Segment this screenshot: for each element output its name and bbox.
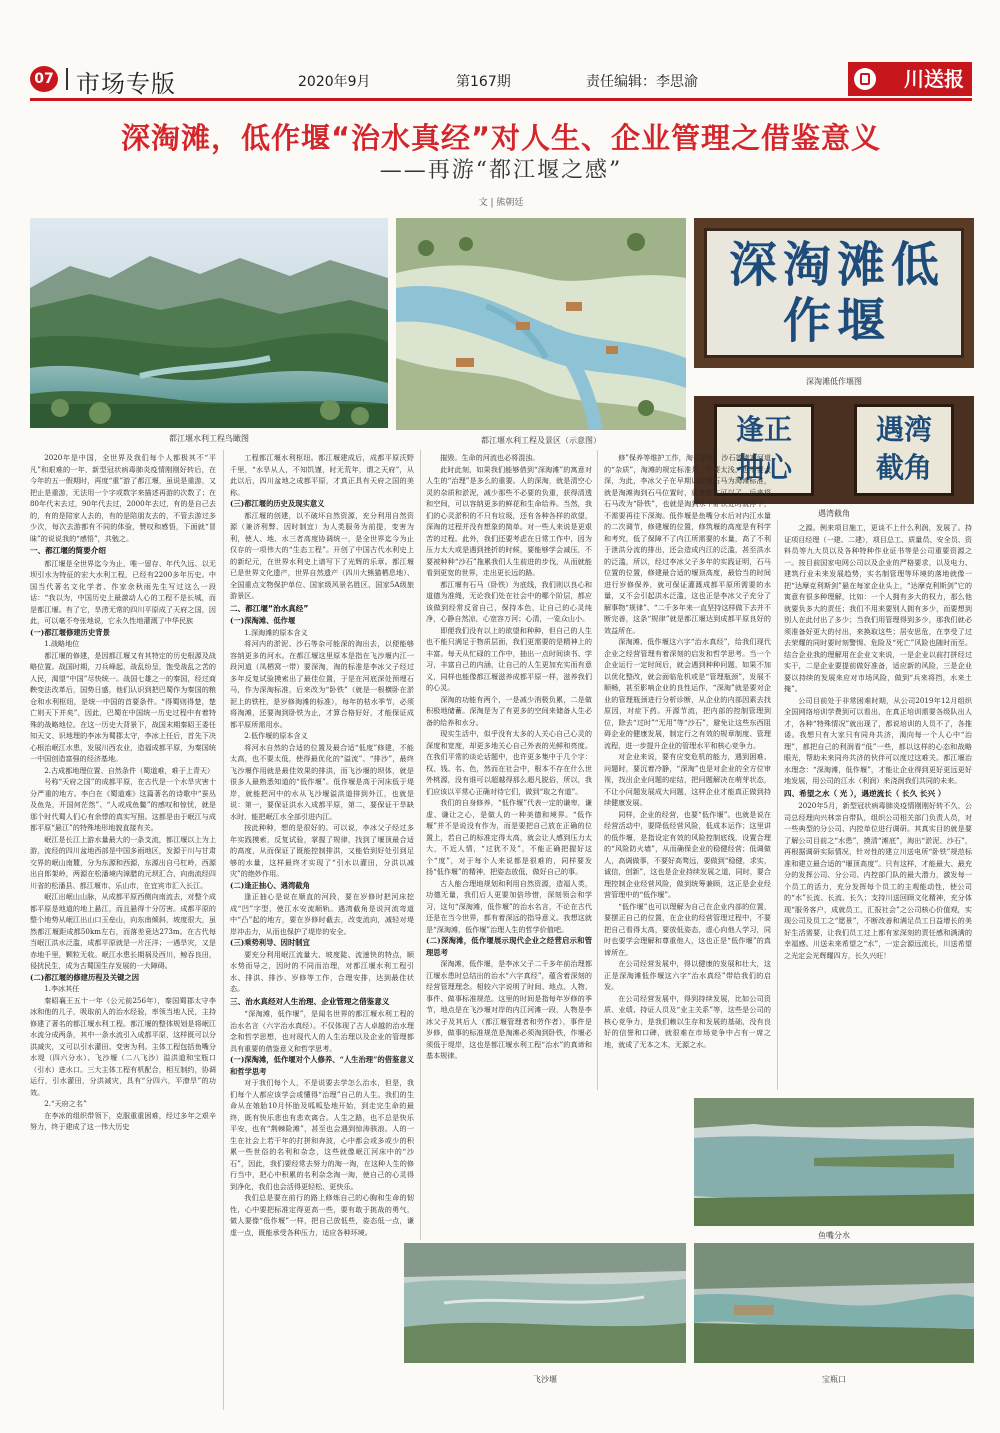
fish-mouth-illustration bbox=[694, 1098, 974, 1226]
paragraph: 按此种种，想的是很好的。可以说，李冰父子经过多年实践摸索，反复试验，掌握了规律，找到了堰顶最合适的高度，从而保证了既能控制排洪，又能恰到好处引到足够的水量，这样最终才实现了“引水以灌田，分洪以减灾”的绝妙作用。 bbox=[230, 823, 414, 878]
page-header bbox=[30, 62, 972, 96]
paragraph: 我们的自身修养，“低作堰”代表一定的谦卑，谦虚、谦让之心，是做人的一种美德和境界。“低作堰”并不是说没有作为，而是要把自己放在正确的位置上，若自己的标准定得太高，就会让人感到压力太大，不近人情，“过犹不及”，不能正确把握好这个“度”，对于每个人来说都是很难的，同样要发扬“低作堰”的精神，把姿态放低，做好自己的事。 bbox=[426, 798, 592, 876]
section-heading: 二、都江堰“治水真经” bbox=[230, 603, 309, 613]
paragraph: 2020年5月，新型冠状病毒肺炎疫情刚刚好转不久，公司总经理向兴林亲自带队，组织公司相关部门负责人员，对一些典型的分公司、内控单位进行调研。其真实目的就是要了解公司目前之“水患”，摸清“滩底”，淘出“淤泥、沙石”，再根据调研实际情况，针对性的建立川送电所“卧铁”规范标准和建立最合适的“堰顶高度”。只有这样，才能最大、最充分的发挥公司、分公司、内控部门队的最大潜力，激发每一个员工的活力，充分发挥每个员工的主观能动性，使公司的“水”长流、长流、长久；支持川送回顾文化精神，充分体现“服务客户，成就员工，汇报社会”之公司核心价值观，实现公司及员工之“愿景”，不断改善和满足员工日益增长的美好生活需要，让我们员工过上都有家深刻的责任感和满满的幸福感。川送未来希望之“水”，一定会源远流长，川送希望之光定会光辉耀四方，长久兴旺！ bbox=[784, 801, 972, 960]
paragraph: 现实生活中，似乎没有太多的人关心自己心灵的深度和宽度，却更多地关心自己外表的光鲜和亮度。在我们平常的谈论话题中，也许更多集中于几个字：权、钱、名、色，然而在社会中，根本不存在什么世外桃源，没有谁可以超越得那么超凡脱俗，所以，我们应该以平常心正确对待它们，做到“取之有道”。 bbox=[426, 729, 592, 796]
paragraph: 此时此刻，如果我们能够借到“深淘滩”的寓意对人生的“治理”是多么的重要。人的深淘，就是清空心灵的杂质和淤泥，减少那些不必要的负重，获得清透和空间，可以容纳更多的鲜花和生命给养。当然，我们的心灵淤积的不只有垃圾，还有各种各样的欲望，深淘的过程并没有想象的简单。对一些人来说是更艰苦的过程。此外，我们还要考虑在日常工作中，因为压力太大或是遇到挫折的时候，要能够学会减压，不要被种种“沙石”拖累我们人生前进的步伐，从而就能看到更宽的世界，走出更长远的路。 bbox=[426, 464, 592, 577]
column-divider bbox=[597, 450, 598, 1090]
paragraph: 都江堰是全世界迄今为止，唯一留存、年代久远、以无坝引水为特征的宏大水利工程，已经有2200多年历史。中国当代著名文化学者、作家余秋雨先生写过这么一段话：“我以为，中国历史上最激动人心的工程不是长城，而是都江堰。有了它，旱涝无常的四川平原成了天府之国，因此，可以毫不夸张地说，它永久性地灌溉了中华民族 bbox=[30, 558, 216, 625]
feisha-caption: 飞沙堰 bbox=[533, 1375, 557, 1384]
stele-right: 遇湾截角 bbox=[854, 404, 954, 496]
article-column-2 bbox=[230, 452, 414, 1416]
paragraph: 岷江是长江上游水量最大的一条支流，都江堰以上为上游，流经的四川盆地西部是中国多雨地区，发源于川与甘肃交界的岷山南麓，分为东源和西源，东源出自弓杠岭，西源出自郎架岭，两源在松潘境内漳腊的元坝汇合，向南流经四川省的松潘县、都江堰市、乐山市，在宜宾市汇入长江。 bbox=[30, 834, 216, 890]
issue-date: 2020年9月 bbox=[298, 74, 371, 90]
inscription-text: 深淘滩低作堰 bbox=[728, 237, 945, 349]
paragraph: 深淘滩，低作堰，是李冰父子二千多年前治理都江堰水患时总结出的治水“六字真经”，蕴含着深刻的经营管理理念。相较六字说明了时间、地点、人物、事件、做事标准规范。这里的时间是指每年岁修的季节，地点是在飞沙堰对岸的内江河滩一段，人物是李冰父子及其后人（都江堰管理者和劳作者），事件是岁修，做事的标准规范是淘滩必须淘到卧铁，作堰必须低于堤岸，这也是都江堰水利工程“治水”的真谛和基本规律。 bbox=[426, 959, 592, 1060]
section-name: 市场专版 bbox=[76, 70, 176, 98]
paragraph: 2020年是中国，全世界及我们每个人都极其不“平凡”和艰难的一年，新型冠状病毒肺炎疫情刚刚好转后，在今年的五一假期时，再度“重”游了都江堰，虽说是重游，又把止是重游，无法用一个字或数字来描述再游的次数了；在80年代末去过，90年代去过，2000年去过，有的是自己去的，有的是陪家人去的，有的是陪朋友去的，不管去游过多少次，每次去游都有不同的体验，赞叹和感悟，下面就“冒昧”的说说我的“感悟”，共勉之。 bbox=[30, 453, 216, 543]
section-heading: (一)都江堰修建历史背景 bbox=[30, 627, 110, 637]
baoping-photo bbox=[694, 1243, 974, 1363]
paragraph: 古人能合理地规划和利用自然资源，造福人类，功德无量，我们后人更要加倍珍惜，深刻领会和学习，这句“深淘滩，低作堰”的治水名言，不论在古代还是在当今世界，都有着深远的指导意义。我想这就是“深淘滩，低作堰”治理人生的哲学价值吧。 bbox=[426, 878, 592, 934]
section-heading: (三)乘势利导、因时制宜 bbox=[230, 938, 310, 947]
paragraph: 我们总是要在前行的路上修炼自己的心胸和生命的韧性，心中要把标准定得更高一些，要有敢于挑战的勇气，做人要像“低作堰”一样，把自己放低些，姿态低一点，谦虚一点，既能承受各种压力，适应各种环境。 bbox=[230, 1193, 414, 1237]
inscription-photo bbox=[694, 218, 974, 368]
fish-mouth-caption: 鱼嘴分水 bbox=[818, 1231, 850, 1240]
paragraph: 1.深淘滩的原本含义 bbox=[244, 627, 308, 637]
page-number-badge: 07 bbox=[30, 66, 58, 92]
panorama-photo bbox=[30, 218, 388, 428]
feisha-weir-illustration bbox=[404, 1243, 686, 1363]
column-divider bbox=[420, 450, 421, 1240]
baoping-illustration bbox=[694, 1243, 974, 1363]
article-column-3 bbox=[426, 452, 592, 1238]
panorama-caption: 都江堰水利工程鸟瞰图 bbox=[169, 434, 249, 443]
paragraph: 将河水自然的合适的位置及最合适“低度”修建，不能太高，也不要太低，使得最优化的“溢流”、“排沙”，最终飞沙堰作用就是最佳效果的排洪，而飞沙堰的坝体，就是很多人最熟悉知道的“低作堰”。低作堰是高于河床低于堤岸，就能把河中的水从飞沙堰溢洪道排到外江，也就是说：第一，要保证洪水入成都平原，第二，要保证干旱缺水时，能把岷江水全部引进内江。 bbox=[230, 742, 414, 821]
article-column-1 bbox=[30, 452, 216, 1416]
paragraph: 深淘滩、低作堰这六字“治水真经”，给我们现代企业之经营管理有着深刻的启发和哲学思考。当一个企业运行一定时间后，就会遇到种种问题，如果不加以优化整改，就会面临危机或是“管理瓶颈”，发展不顺畅，甚至影响企业的良性运作，“深淘”就是要对企业的管理瓶颈进行分析诊断，从企业的内部因素去找原因，对症下药。开源节流，把内部的控制管理到位，除去“过时”“无用”等“沙石”，避免让这些东西阻碍企业的健康发展，制定行之有效的规章制度、管理流程，进一步提升企业的管理水平和核心竞争力。 bbox=[604, 637, 771, 750]
section-heading: (一)深淘滩、低作堰 bbox=[230, 616, 296, 625]
section-heading: (一)深淘滩，低作堰对个人修养、“人生治理”的借鉴意义和哲学思考 bbox=[230, 1055, 414, 1076]
paragraph: 2.低作堰的原本含义 bbox=[244, 731, 308, 740]
section-heading: (二)都江堰的修建历程及关键之因 bbox=[30, 972, 140, 982]
baoping-caption: 宝瓶口 bbox=[822, 1375, 846, 1384]
paragraph: “低作堰”也可以理解为自己在企业内部的位置，要摆正自己的位置，在企业的经营管理过程中，不要把自己看得太高，要放低姿态，虚心向他人学习，同时也要学会理解和尊重他人，这也正是“低作堰”的真谛所在。 bbox=[604, 901, 771, 957]
article-subtitle: ——再游“都江堰之感” bbox=[379, 158, 623, 183]
scenic-map-illustration bbox=[396, 218, 686, 430]
article-byline: 文 | 熊朝廷 bbox=[478, 198, 524, 208]
paragraph: 对企业来说，要有应变危机的能力，遇到困难、问题时，要沉着冷静，“深淘”也是对企业的全方位审视，找出企业问题的症结，把问题解决在萌芽状态，不让小问题发展成大问题，这样企业才能真正做到持续健康发展。 bbox=[604, 752, 771, 807]
article-column-4 bbox=[604, 452, 771, 1092]
paragraph: 要充分利用岷江流量大、坡度陡、流速快的特点，顺水势而导之，因时的不同而治理，对都江堰水利工程引水、排洪、排沙、岁修等工作，合理安排，达到最佳状态。 bbox=[230, 949, 414, 993]
paragraph: 岷江出岷山山脉，从成都平原西侧向南流去，对整个成都平原是地道的地上悬江，而且悬得十分厉害。成都平原的整个地势从岷江出山口玉垒山，向东南倾斜，坡度很大，虽然都江堰距成都50km左右，而落差竟达273m。在古代每当岷江洪水泛滥，成都平原就是一片汪洋；一遇旱灾，又是赤地千里，颗粒无收。岷江水患长期祸及西川，鲸吞良田，侵扰民生，成为古蜀国生存发展的一大障碍。 bbox=[30, 892, 216, 970]
column-divider bbox=[223, 450, 224, 1410]
section-heading: 四、希望之水（ 光 ），遇逆流长（ 长久 长兴 ） bbox=[784, 788, 946, 798]
paragraph: 在公司经营发展中，得到持续发展，比如公司资质、业绩、持证人员及“业主关系”等，这些是公司的核心竞争力，是我们赖以生存和发展的基础，没有良好的信誉和口碑，就很难在市场竞争中占有一席之地，就成了无本之木，无源之水。 bbox=[604, 993, 771, 1049]
scenic-map-photo bbox=[396, 218, 686, 430]
paragraph: 秦昭襄王五十一年（公元前256年），秦国蜀郡太守李冰和他的儿子，吸取前人的治水经验，率领当地人民，主持修建了著名的都江堰水利工程。都江堰的整体规划是将岷江水流分成两条，其中一条水流引入成都平原，这样既可以分洪减灾，又可以引水灌田、变害为利。主体工程包括鱼嘴分水堤（四六分水）、飞沙堰（二八飞沙）溢洪道和宝瓶口（引水）进水口。三大主体工程有机配合，相互制约，协调运行，引水灌田，分洪减灾，具有“分四六，平潦旱”的功效。 bbox=[30, 995, 216, 1097]
map-caption: 都江堰水利工程及景区（示意图） bbox=[481, 436, 601, 445]
paragraph: 即便我们没有以上的欲望和种种，但自己的人生也不能只满足于物质层面，我们更需要的是精神上的丰富。每天从忙碌的工作中，抽出一点时间读书、学习，丰富自己的内涵，让自己的人生更加充实而有意义，同样也能像都江堰滋养成都平原一样，滋养我们的心灵。 bbox=[426, 625, 592, 692]
paragraph: 将河内的淤泥、沙石等杂可能深的淘出去，以便能够容纳更多的河水。在都江堰这里原本是指在飞沙堰内江一段河道（凤栖窝一带）要深淘，淘的标准是李冰父子经过多年反复试验摸索出了最佳位置，于是在河底深处预埋石马，作为深淘标准，后来改为“卧铁”（就是一根横卧在淤泥上的铁柱，是岁修淘滩的标准），每年的枯水季节，必须将淘滩，还要淘到卧铁为止，才算合格好好，才能保证成都平原所需用水。 bbox=[230, 639, 414, 729]
paragraph: 深淘的功能有两个，一是减少消极负累，二是做积极地储蓄。深淘是为了有更多的空间来储备人生必备的给养和水分。 bbox=[426, 694, 592, 727]
issue-number: 第167期 bbox=[456, 74, 511, 90]
paragraph: 1.战略地位 bbox=[44, 639, 80, 648]
paragraph: 之源。例来项目施工，更谈不上什么利润，发展了。持证项目经理（一建、二建），项目总工、质量员、安全员、资料员等九大员以及各种特种作业证书等是公司重要资源之一。按目前国家电网公司以及企业的严格要求，以及电力、建筑行业未来发展趋势，实名制管理等环境的落地就像一把“达摩克利斯剑”悬在每家企业头上，“达摩克利斯剑”它的寓意有很多种理解，比如：一个人拥有多大的权力，那么他就要负多大的责任；我们不用来要别人拥有多少，而要想到别人在此付出了多少；当我们用管理得到多少，那我们就必须准备好更大的付出，来换取这些；居安思危，在享受了过去荣耀的同时要时刻警惕、危险及“死亡”风险也随时而至。结合企业我的理解用在企业文来说，一是企业以前打拼经过实干，二是企业要提前做好准备，适应新的风险，三是企业要以持续的发展来应对市场风险，做到“兵来将挡，水来土掩”。 bbox=[784, 523, 972, 693]
section-heading: (二)逢正抽心、遇湾截角 bbox=[230, 880, 310, 890]
paragraph: 号称“天府之国”的成都平原，在古代是一个水旱灾害十分严重的地方。李白在《蜀道难》这篇著名的诗歌中“蚕丛及鱼凫，开国何茫然”、“人或成鱼鳖”的感叹和惊忧，就是那个时代蜀人们心有余悸的真实写照。这都是由于岷江与成都平原“悬江”的特殊地形地貌直接有关。 bbox=[30, 777, 216, 832]
section-heading: 三、治水真经对人生治理、企业管理之借鉴意义 bbox=[230, 996, 390, 1006]
column-divider bbox=[777, 520, 778, 1090]
paragraph: 修”保养等维护工作，淘去淤泥，沙石等堵塞河道的“杂质”，淘滩的规定标准是，不要太浅，也不要太深，为此，李冰父子在早期以设置石马为淘滩标准，就是淘滩淘到石马位置时，就算基本可以了，后来将石马改为“卧铁”，也就是淘到水下卧铁处时就停下，不需要再往下深淘。低作堰是鱼嘴分水后对内江水量的二次调节，修建堰的位置，修筑堰的高度是有科学和考究，低了保障不了内江所需要的水量，高了不利于泄洪分流的排出，还会造成内江的泛滥，甚至洪水的泛滥，所以，经过李冰父子多年的实践证明，石马位置的位置，修建最合适的堰顶高度，最恰当的时间进行岁修保养，就可保证灌溉成都平原所需要的水量，又不会引起洪水泛滥，这也正是李冰父子充分了解事物“规律”、“二千多年来一直坚持这样做下去并不断完善，这条“规律”就是都江堰达到成都平原良好的效益所在。 bbox=[604, 453, 771, 635]
article-title: 深淘滩，低作堰“治水真经”对人生、企业管理之借鉴意义 bbox=[120, 121, 882, 155]
paragraph: 摧毁。生命的河流也必将混浊。 bbox=[440, 453, 540, 462]
paragraph: 逢正抽心是说在顺直的河段，要在岁修时把河床挖成“凹”字型，使江水安流顺轨。遇湾截角是说河流弯道中“凸”起的地方，要在岁修时截去，改变流向，减轻对堤岸冲击力，从而也保护了堤岸的安全。 bbox=[230, 892, 414, 936]
paragraph: 都江堰的修建，是因都江堰又有其特定的历史根源及战略位置。战国时期，刀兵峰起，战乱纷呈，饱受战乱之苦的人民，渴望“中国”尽快统一。战国七雄之一的秦国，经过商鞅变法改革后，国势日盛，他们认识到把巴蜀作为秦国的粮仓和水利枢纽，是统一中国的首要条件。“得蜀则得楚，楚亡则天下并矣”，因此，巴蜀在中国统一历史过程中有着特殊的战略地位。在这一历史大背景下，战国末期秦昭王委任知天文、识地理的李冰为蜀郡太守，李冰上任后，首先下决心根治岷江水患，发展川西农业，造福成都平原，为秦国统一中国创造富强的经济基地。 bbox=[30, 650, 216, 763]
logo-emblem-icon bbox=[854, 68, 876, 90]
section-heading: (三)都江堰的历史及现实意义 bbox=[230, 499, 325, 508]
paragraph: 2.古成都地理位置、自然条件（蜀道难，难于上青天） bbox=[44, 765, 215, 775]
paragraph: 同样，企业的经营，也要“低作堰”。也就是说在经营活动中，要降低经营风险，低成本运作；这里讲的低作堰，是指设定有效的风险控制底线，设置合理的“风险防火墙”，从而确保企业的稳健经营；低调做人，高调做事，不要好高骛远，要做到“稳健，求实，诚信，创新”，这也是企业持续发展之道，同时，要合理控制企业经营风险，做到统筹兼顾，这正是企业经营管理中的“低作堰”。 bbox=[604, 809, 771, 899]
paragraph: 在李冰的组织带领下，克服重重困难，经过多年之艰辛努力，终于建成了这一伟大历史 bbox=[30, 1110, 216, 1131]
inscription-board bbox=[704, 228, 964, 358]
newspaper-logo bbox=[848, 62, 972, 96]
paragraph: 在公司经营发展中，得以健康的发展和壮大，这正是深淘滩低作堰这六字“治水真经”带给我们的启发。 bbox=[604, 959, 771, 991]
stele-caption: 遇湾截角 bbox=[818, 509, 850, 518]
header-divider bbox=[66, 68, 68, 90]
feisha-weir-photo bbox=[404, 1243, 686, 1363]
section-heading: (二)深淘滩，低作堰展示现代企业之经营启示和管理思考 bbox=[426, 936, 592, 957]
paragraph: 1.李冰其任 bbox=[44, 984, 80, 993]
paragraph: 2.“天府之名” bbox=[44, 1099, 87, 1108]
paragraph: 工程都江堰水利枢纽。都江堰建成后，成都平原沃野千里，“水旱从人，不知饥馑，时无荒年，谓之天府”，从此以后，四川盆地之成都平原，才真正具有天府之国的美称。 bbox=[230, 453, 414, 497]
paragraph: 都江堰有石马（卧铁）为底线，我们则以良心和道德为准绳，无论我们处在社会中的哪个阶层，都应该做到经常反省自己，保持本色，让自己的心灵纯净，心静自然凉，心宽容万河；心清，一览众山小。 bbox=[426, 579, 592, 623]
header-rule bbox=[30, 98, 972, 101]
section-heading: 一、都江堰的简要介绍 bbox=[30, 546, 106, 555]
editor-credit: 责任编辑：李思渝 bbox=[586, 74, 698, 90]
paragraph: 公司目前处于非常困难时期，从公司2019年12月组织全国网络培训学费到可以看出，在真正培训需要各级队出人才，各种“特殊情况”就出现了，都说培训的人员不了，各推诿。我想只有大家只有同舟共济，渴向每一个人心中“治理”，都把自己的利润看“低”一些，都以这样的心态和战略眼光，帮助未来同舟共济的伙伴可以度过这难关。都江堰治水理念：“深淘滩，低作堰”，才能让企业得到更好更远更好地发展，用公司的江水（利润）来浇润我们共同的未来。 bbox=[784, 695, 972, 785]
paragraph: 都江堰的创建，以不破坏自然资源，充分利用自然资源（兼济利弊、因时制宜）为人类服务为前提，变害为利，使人、地、水三者高度协调统一，是全世界迄今为止仅存的一项伟大的“生态工程”。开创了中国古代水利史上的新纪元，在世界水利史上谱写下了光辉的乐章。都江堰已是世界文化遗产，世界自然遗产（四川大熊猫栖息地）、全国重点文物保护单位、国家级风景名胜区、国家5A级旅游景区。 bbox=[230, 510, 414, 600]
fish-mouth-photo bbox=[694, 1098, 974, 1226]
logo-text: 川送报 bbox=[904, 67, 964, 91]
paragraph: 对于我们每个人，不是说要去学怎么治水，但是，我们每个人都应该学会或懂得“治理”自己的人生。我们的生命从在娘胎10月怀胎及呱呱坠地开始，到走完生命的最终，既有快乐悲也有悲欢离合。人生之路，也不总是快乐平安，也有“荆棘险滩”，甚至也会遇到惊涛骇浪。人的一生在社会上若干年的打拼和奔波，心中都会或多或少的积累一些世俗的名利和杂念，这些就像岷江河床中的“沙石”，因此，我们要经常去努力的淘一淘，在这种人生的修行当中，把心中积累的名利杂念淘一淘，使自己的心灵得到净化，我们也会活得更轻松、更快乐。 bbox=[230, 1078, 414, 1191]
stele-left: 逢正抽心 bbox=[714, 404, 814, 496]
panorama-illustration bbox=[30, 218, 388, 428]
inscription-caption: 深淘滩低作堰图 bbox=[806, 377, 862, 386]
paragraph: “深淘滩，低作堰”，是闻名世界的都江堰水利工程的治水名言（六字治水真经）。不仅体现了古人卓越的治水理念和哲学思想，也对现代人的人生治理以及企业的管理都具有重要的借鉴意义和哲学思考。 bbox=[230, 1009, 414, 1053]
article-column-5 bbox=[784, 522, 972, 1092]
